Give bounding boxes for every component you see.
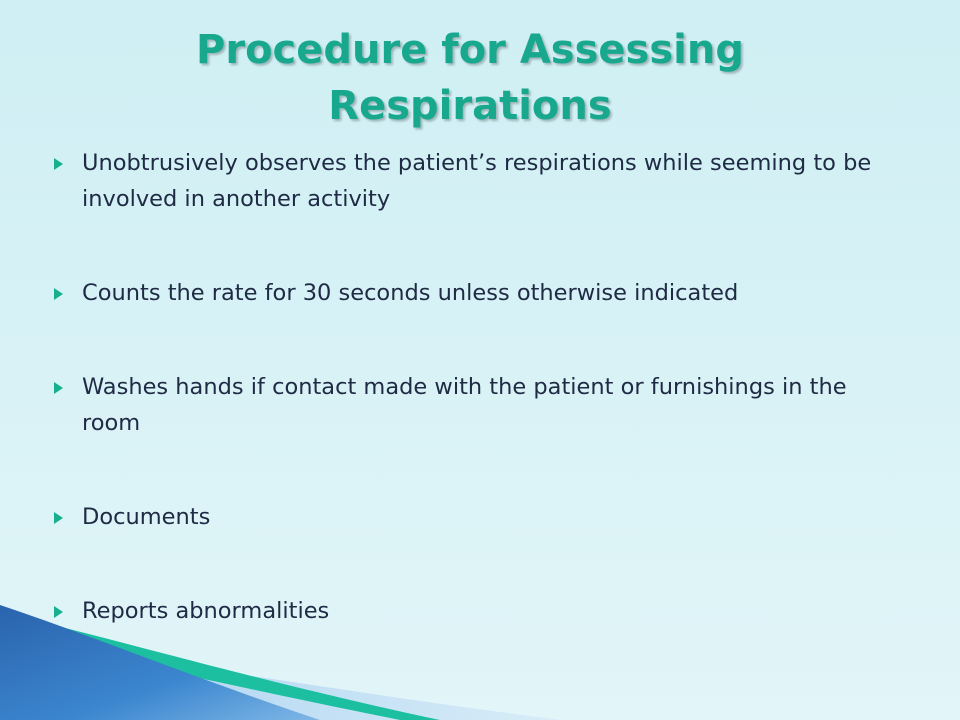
bullet-text: Reports abnormalities	[82, 598, 330, 624]
bullet-text: Counts the rate for 30 seconds unless otherwise indicated	[82, 280, 739, 306]
bullet-text: Washes hands if contact made with the patient or furnishings in the room	[82, 374, 847, 436]
bullet-text: Documents	[82, 504, 211, 530]
title-line-2: Respirations	[328, 83, 612, 129]
bullet-text: Unobtrusively observes the patient’s respirations while seeming to be involved in another activity	[82, 150, 872, 212]
title-line-1: Procedure for Assessing	[196, 27, 744, 73]
